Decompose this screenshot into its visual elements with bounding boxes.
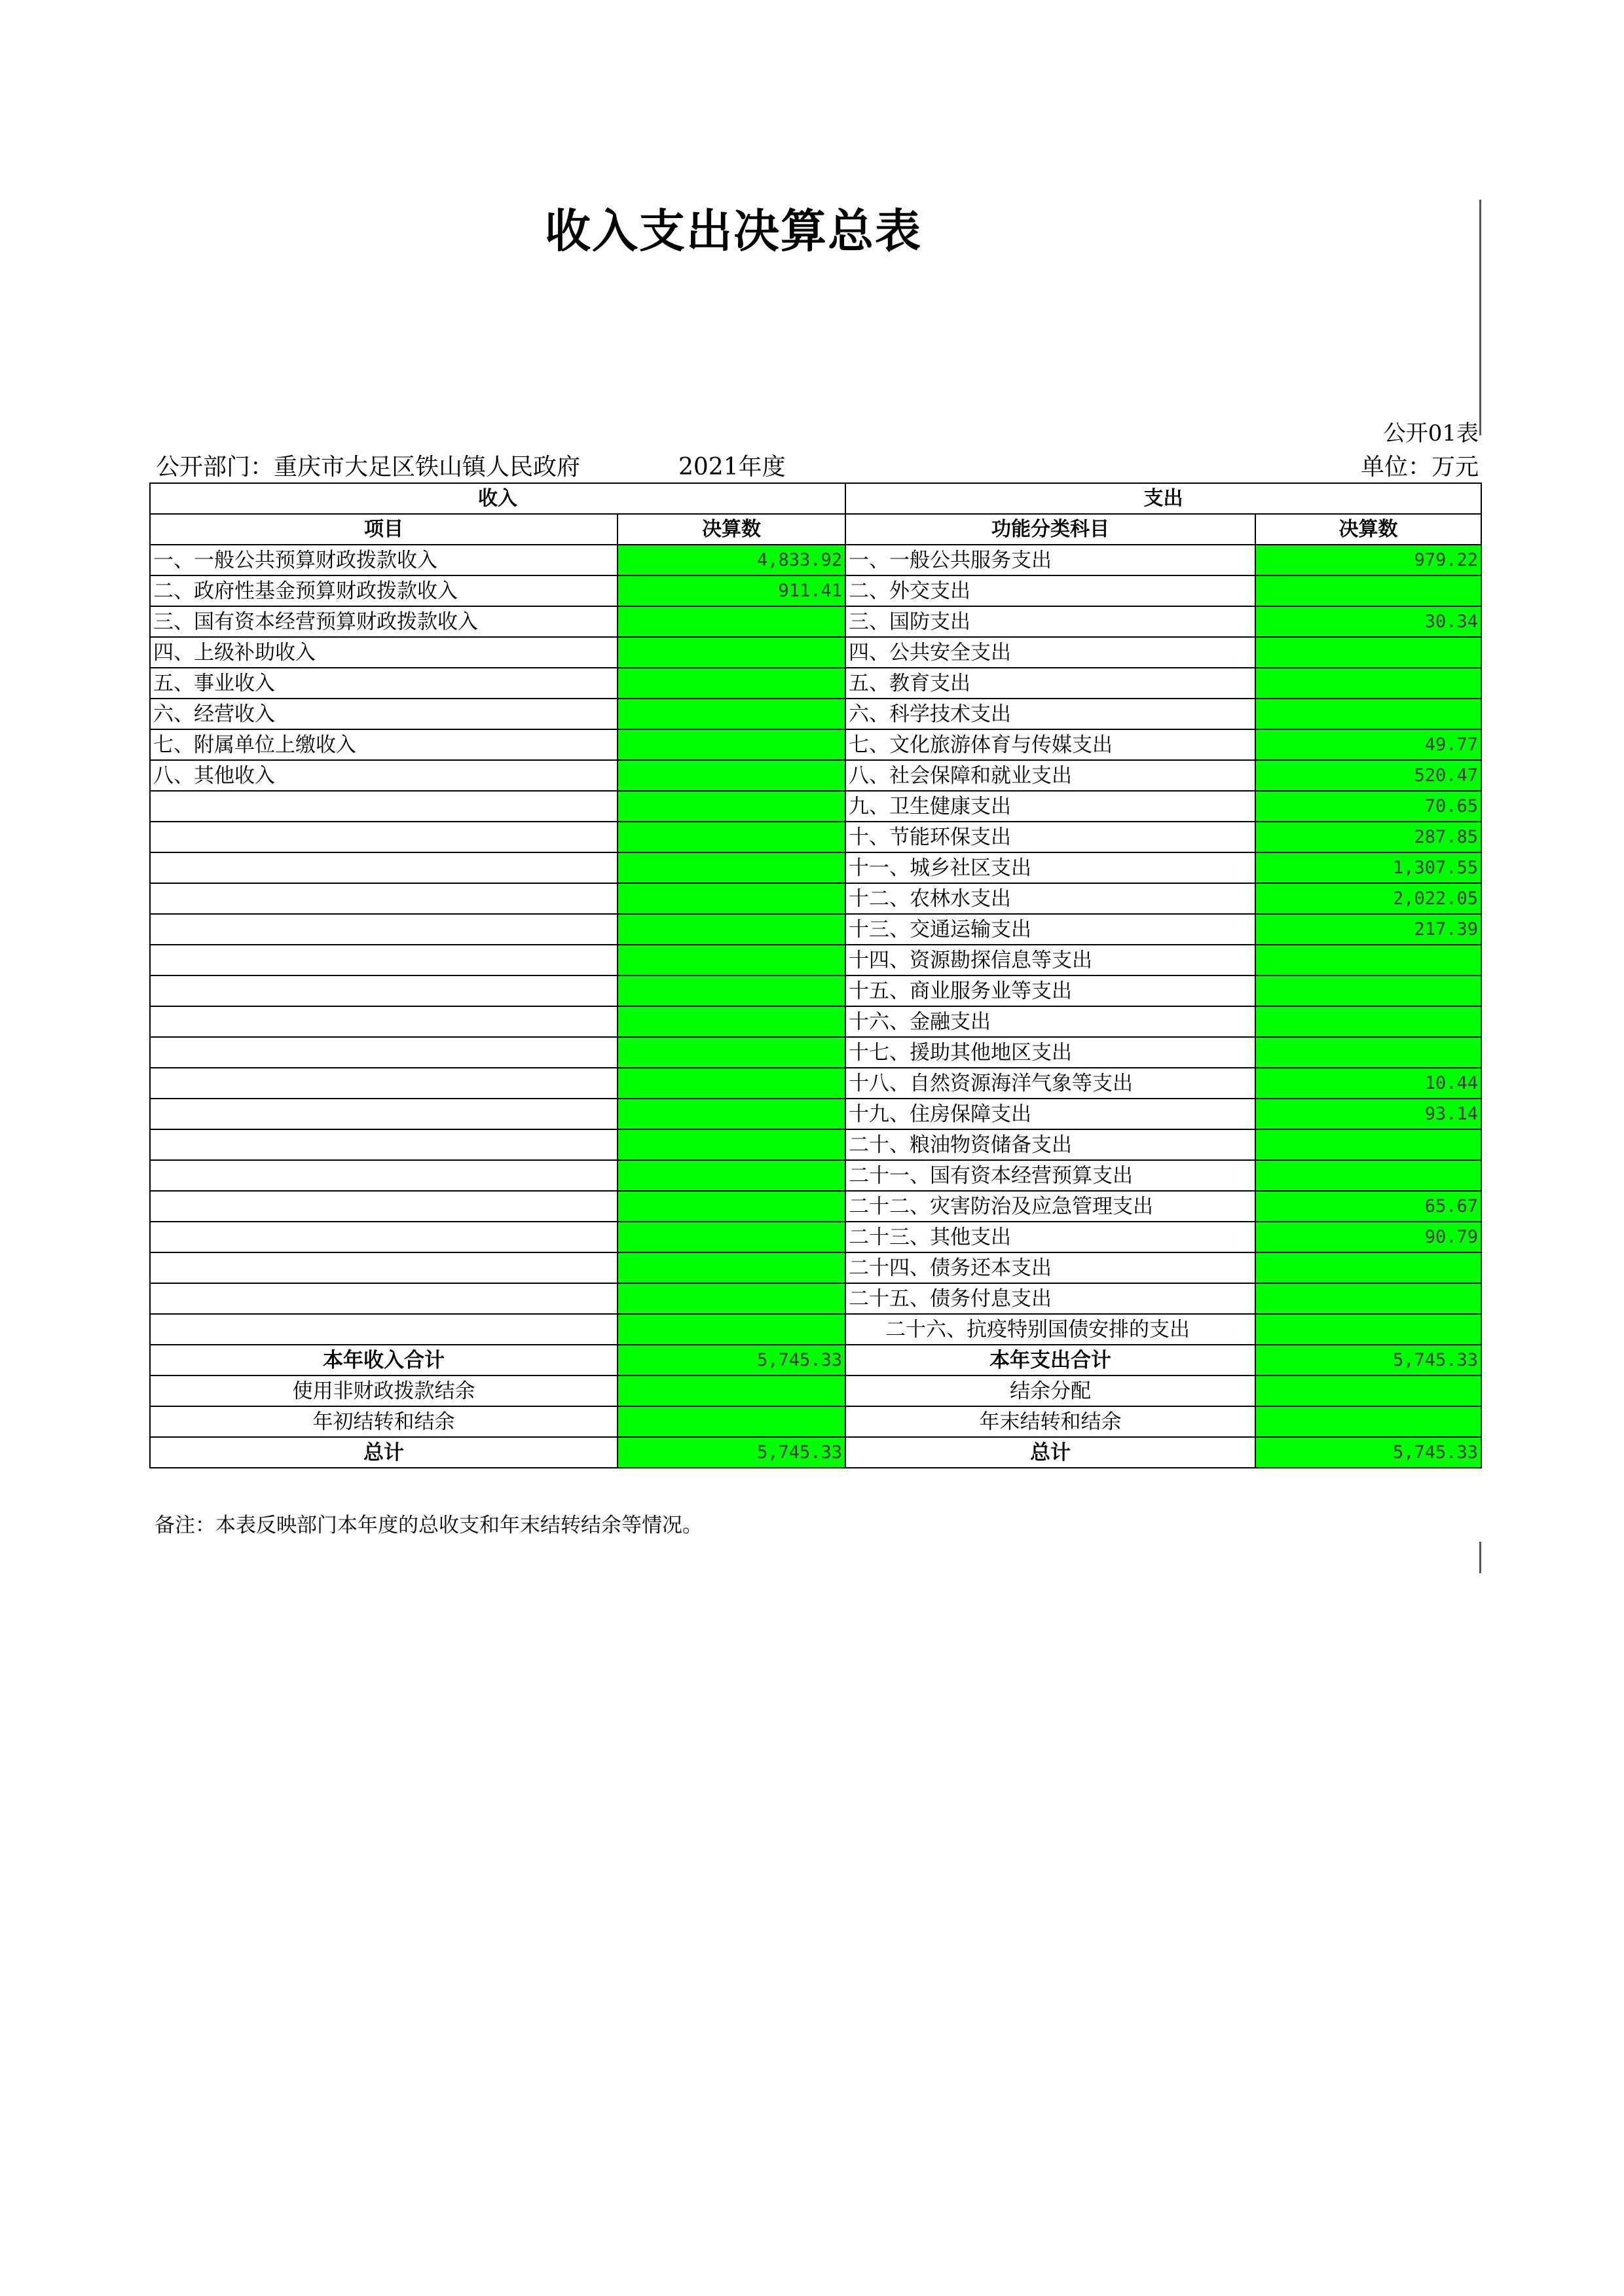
budget-table-body [150, 483, 1481, 1468]
expense-item-value [1255, 1006, 1481, 1037]
table-row [150, 1252, 1481, 1283]
table-row [150, 945, 1481, 975]
header-row-group [150, 483, 1481, 514]
expense-item-label: 八、社会保障和就业支出 [845, 760, 1255, 791]
expense-item-value: 30.34 [1255, 606, 1481, 637]
income-item-value [618, 729, 845, 760]
income-item-value [618, 1283, 845, 1314]
expense-item-label: 一、一般公共服务支出 [845, 545, 1255, 575]
item-header: 项目 [150, 514, 618, 545]
income-item-label [150, 791, 618, 822]
income-item-label [150, 883, 618, 914]
income-item-label [150, 1252, 618, 1283]
total-expense-value: 5,745.33 [1255, 1437, 1481, 1468]
income-item-value [618, 668, 845, 699]
expense-item-label: 十、节能环保支出 [845, 822, 1255, 852]
table-row [150, 1129, 1481, 1160]
department-label: 公开部门：重庆市大足区铁山镇人民政府 [156, 454, 581, 481]
budget-table [149, 483, 1482, 1468]
page-title: 收入支出决算总表 [545, 204, 922, 258]
table-row [150, 729, 1481, 760]
total-row [150, 1345, 1481, 1376]
unit-label: 单位：万元 [1360, 454, 1479, 481]
expense-item-value [1255, 637, 1481, 668]
page-edge-line-bottom [1479, 1542, 1481, 1573]
expense-item-label: 十五、商业服务业等支出 [845, 975, 1255, 1006]
income-item-label: 四、上级补助收入 [150, 637, 618, 668]
income-item-label: 二、政府性基金预算财政拨款收入 [150, 575, 618, 606]
expense-item-label: 五、教育支出 [845, 668, 1255, 699]
income-item-value [618, 822, 845, 852]
income-item-label [150, 852, 618, 883]
expense-item-label: 二十一、国有资本经营预算支出 [845, 1160, 1255, 1191]
expense-item-value [1255, 699, 1481, 729]
table-row [150, 699, 1481, 729]
table-row [150, 1006, 1481, 1037]
income-item-value [618, 1314, 845, 1345]
table-row [150, 791, 1481, 822]
func-item-header: 功能分类科目 [845, 514, 1255, 545]
table-row [150, 668, 1481, 699]
expense-item-value: 520.47 [1255, 760, 1481, 791]
form-code: 公开01表 [1383, 420, 1479, 446]
income-item-value [618, 1160, 845, 1191]
table-row [150, 1037, 1481, 1068]
income-item-label: 一、一般公共预算财政拨款收入 [150, 545, 618, 575]
expense-item-label: 二、外交支出 [845, 575, 1255, 606]
total-row [150, 1376, 1481, 1406]
year-label: 2021年度 [678, 454, 786, 481]
total-expense-value: 5,745.33 [1255, 1345, 1481, 1376]
amount-header-2: 决算数 [1255, 514, 1481, 545]
income-item-value [618, 1037, 845, 1068]
expense-item-value: 10.44 [1255, 1068, 1481, 1099]
table-row [150, 1160, 1481, 1191]
expense-item-label: 四、公共安全支出 [845, 637, 1255, 668]
expense-item-value [1255, 975, 1481, 1006]
total-expense-label: 年末结转和结余 [845, 1406, 1255, 1437]
expense-header: 支出 [845, 483, 1481, 514]
expense-item-label: 十四、资源勘探信息等支出 [845, 945, 1255, 975]
total-income-label: 本年收入合计 [150, 1345, 618, 1376]
expense-item-value [1255, 1160, 1481, 1191]
expense-item-value [1255, 1252, 1481, 1283]
table-row [150, 883, 1481, 914]
expense-item-value: 70.65 [1255, 791, 1481, 822]
income-item-value [618, 1068, 845, 1099]
expense-item-label: 二十三、其他支出 [845, 1222, 1255, 1252]
income-item-value [618, 975, 845, 1006]
header-row-columns [150, 514, 1481, 545]
table-row [150, 760, 1481, 791]
expense-item-label: 三、国防支出 [845, 606, 1255, 637]
income-item-value [618, 1129, 845, 1160]
total-income-label: 使用非财政拨款结余 [150, 1376, 618, 1406]
income-item-value [618, 914, 845, 945]
total-income-value: 5,745.33 [618, 1437, 845, 1468]
expense-item-label: 十九、住房保障支出 [845, 1099, 1255, 1129]
expense-item-label: 二十四、债务还本支出 [845, 1252, 1255, 1283]
total-income-label: 年初结转和结余 [150, 1406, 618, 1437]
income-item-label [150, 1160, 618, 1191]
income-item-label [150, 1037, 618, 1068]
income-item-label [150, 975, 618, 1006]
income-item-label: 五、事业收入 [150, 668, 618, 699]
footnote: 备注：本表反映部门本年度的总收支和年末结转结余等情况。 [155, 1514, 703, 1537]
total-row [150, 1406, 1481, 1437]
income-item-label [150, 1006, 618, 1037]
table-row [150, 1222, 1481, 1252]
income-item-value: 911.41 [618, 575, 845, 606]
income-item-value [618, 637, 845, 668]
expense-item-label: 九、卫生健康支出 [845, 791, 1255, 822]
amount-header: 决算数 [618, 514, 845, 545]
income-item-label [150, 1314, 618, 1345]
expense-item-value [1255, 575, 1481, 606]
expense-item-value [1255, 1314, 1481, 1345]
expense-item-value [1255, 945, 1481, 975]
total-income-value [618, 1406, 845, 1437]
income-item-value [618, 1252, 845, 1283]
table-row [150, 1283, 1481, 1314]
income-item-label [150, 1129, 618, 1160]
table-row [150, 1099, 1481, 1129]
income-item-label [150, 914, 618, 945]
table-row [150, 852, 1481, 883]
expense-item-value: 65.67 [1255, 1191, 1481, 1222]
total-expense-value [1255, 1376, 1481, 1406]
expense-item-value: 287.85 [1255, 822, 1481, 852]
income-item-value [618, 852, 845, 883]
expense-item-value: 979.22 [1255, 545, 1481, 575]
income-item-value [618, 699, 845, 729]
expense-item-label: 二十、粮油物资储备支出 [845, 1129, 1255, 1160]
expense-item-label: 十一、城乡社区支出 [845, 852, 1255, 883]
income-item-value [618, 760, 845, 791]
page-edge-line-top [1479, 200, 1481, 435]
expense-item-value [1255, 1129, 1481, 1160]
table-row [150, 1068, 1481, 1099]
income-item-label: 七、附属单位上缴收入 [150, 729, 618, 760]
total-expense-value [1255, 1406, 1481, 1437]
total-expense-label: 结余分配 [845, 1376, 1255, 1406]
expense-item-value: 2,022.05 [1255, 883, 1481, 914]
total-expense-label: 总计 [845, 1437, 1255, 1468]
income-item-label: 八、其他收入 [150, 760, 618, 791]
expense-item-value: 93.14 [1255, 1099, 1481, 1129]
income-item-value [618, 1099, 845, 1129]
income-item-label: 三、国有资本经营预算财政拨款收入 [150, 606, 618, 637]
income-item-value [618, 606, 845, 637]
income-header: 收入 [150, 483, 845, 514]
expense-item-value: 217.39 [1255, 914, 1481, 945]
table-row [150, 545, 1481, 575]
expense-item-label: 二十二、灾害防治及应急管理支出 [845, 1191, 1255, 1222]
table-row [150, 575, 1481, 606]
expense-item-value: 49.77 [1255, 729, 1481, 760]
table-row [150, 606, 1481, 637]
table-row [150, 975, 1481, 1006]
expense-item-value: 90.79 [1255, 1222, 1481, 1252]
table-row [150, 1191, 1481, 1222]
expense-item-label: 二十六、抗疫特别国债安排的支出 [845, 1314, 1255, 1345]
income-item-label [150, 822, 618, 852]
total-expense-label: 本年支出合计 [845, 1345, 1255, 1376]
table-row [150, 637, 1481, 668]
expense-item-label: 二十五、债务付息支出 [845, 1283, 1255, 1314]
income-item-value [618, 1222, 845, 1252]
total-income-value: 5,745.33 [618, 1345, 845, 1376]
table-row [150, 914, 1481, 945]
income-item-label: 六、经营收入 [150, 699, 618, 729]
income-item-value [618, 791, 845, 822]
meta-row [152, 452, 1480, 483]
total-income-value [618, 1376, 845, 1406]
income-item-value [618, 1191, 845, 1222]
income-item-value [618, 1006, 845, 1037]
expense-item-label: 七、文化旅游体育与传媒支出 [845, 729, 1255, 760]
expense-item-label: 六、科学技术支出 [845, 699, 1255, 729]
expense-item-label: 十二、农林水支出 [845, 883, 1255, 914]
income-item-value: 4,833.92 [618, 545, 845, 575]
expense-item-label: 十七、援助其他地区支出 [845, 1037, 1255, 1068]
expense-item-label: 十八、自然资源海洋气象等支出 [845, 1068, 1255, 1099]
expense-item-value: 1,307.55 [1255, 852, 1481, 883]
income-item-label [150, 1191, 618, 1222]
expense-item-label: 十六、金融支出 [845, 1006, 1255, 1037]
total-row [150, 1437, 1481, 1468]
expense-item-value [1255, 1037, 1481, 1068]
expense-item-value [1255, 668, 1481, 699]
income-item-value [618, 945, 845, 975]
expense-item-value [1255, 1283, 1481, 1314]
income-item-label [150, 945, 618, 975]
income-item-label [150, 1283, 618, 1314]
income-item-label [150, 1222, 618, 1252]
table-row [150, 1314, 1481, 1345]
income-item-label [150, 1099, 618, 1129]
table-row [150, 822, 1481, 852]
total-income-label: 总计 [150, 1437, 618, 1468]
income-item-label [150, 1068, 618, 1099]
income-item-value [618, 883, 845, 914]
expense-item-label: 十三、交通运输支出 [845, 914, 1255, 945]
